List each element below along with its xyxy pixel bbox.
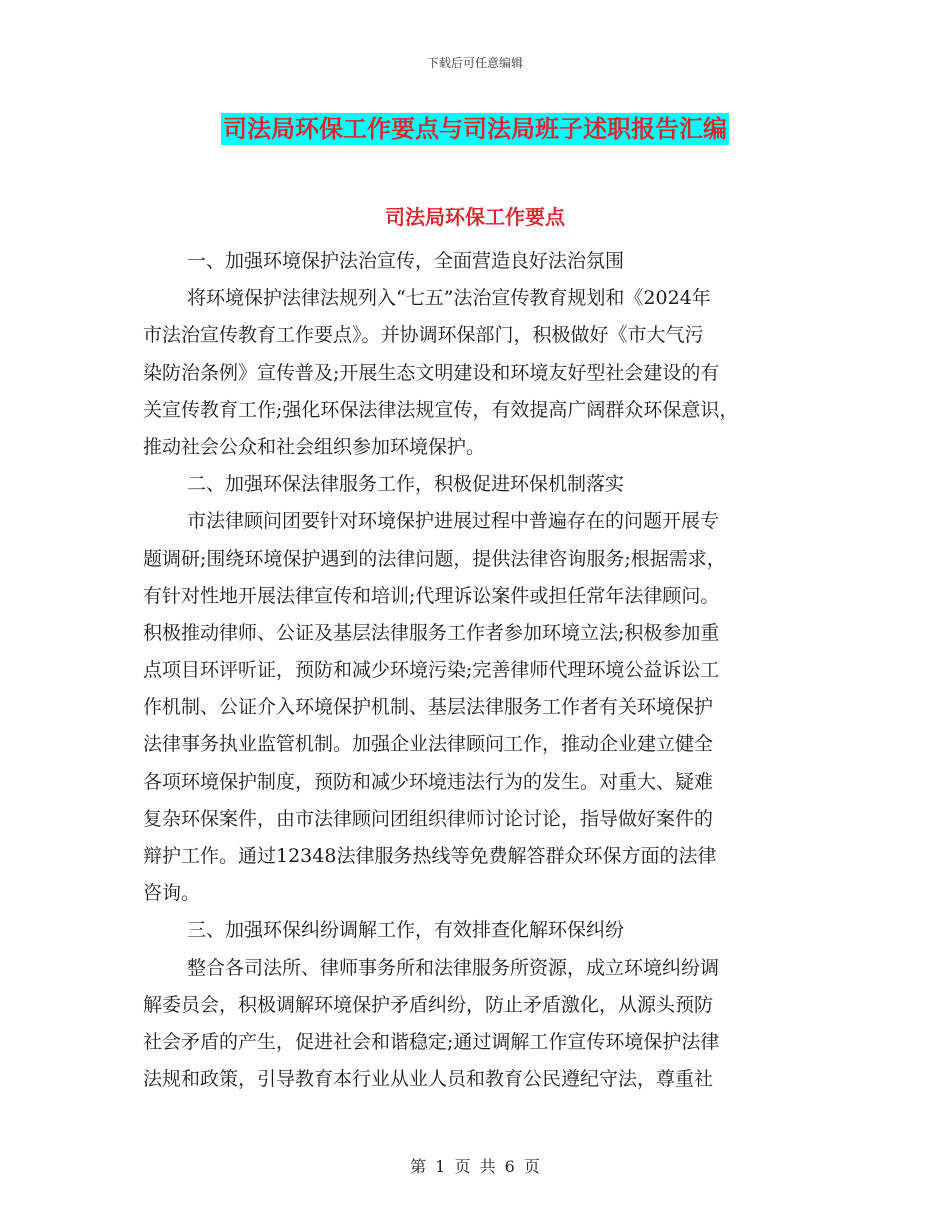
text-line: 关宣传教育工作;强化环保法律法规宣传，有效提高广阔群众环保意识， bbox=[143, 398, 739, 421]
section-title: 司法局环保工作要点 bbox=[385, 205, 565, 229]
text-line: 社会矛盾的产生，促进社会和谐稳定;通过调解工作宣传环境保护法律 bbox=[143, 1030, 720, 1053]
text-line: 法律事务执业监管机制。加强企业法律顾问工作，推动企业建立健全 bbox=[143, 733, 714, 756]
text-line: 解委员会，积极调解环境保护矛盾纠纷，防止矛盾激化，从源头预防 bbox=[143, 993, 714, 1016]
document-title-text: 司法局环保工作要点与司法局班子述职报告汇编 bbox=[223, 115, 727, 143]
text-line: 点项目环评听证，预防和减少环境污染;完善律师代理环境公益诉讼工 bbox=[143, 659, 720, 682]
text-line: 推动社会公众和社会组织参加环境保护。 bbox=[143, 435, 486, 458]
text-line: 二、加强环保法律服务工作，积极促进环保机制落实 bbox=[187, 473, 625, 496]
text-line: 积极推动律师、公证及基层法律服务工作者参加环境立法;积极参加重 bbox=[143, 621, 720, 644]
text-line: 将环境保护法律法规列入“七五”法治宣传教育规划和《2024年 bbox=[187, 287, 711, 310]
text-line: 一、加强环境保护法治宣传，全面营造良好法治氛围 bbox=[187, 250, 625, 272]
text-line: 复杂环保案件，由市法律顾问团组织律师讨论讨论，指导做好案件的 bbox=[143, 807, 714, 830]
text-line: 作机制、公证介入环境保护机制、基层法律服务工作者有关环境保护 bbox=[143, 696, 714, 719]
document-title bbox=[0, 113, 950, 145]
text-line: 辩护工作。通过12348法律服务热线等免费解答群众环保方面的法律 bbox=[143, 845, 717, 867]
page-footer: 第 1 页 共 6 页 bbox=[410, 1157, 540, 1176]
text-line: 市法治宣传教育工作要点》。并协调环保部门，积极做好《市大气污 bbox=[143, 324, 704, 347]
text-line: 法规和政策，引导教育本行业从业人员和教育公民遵纪守法，尊重社 bbox=[143, 1068, 714, 1091]
document-body bbox=[143, 243, 819, 1098]
text-line: 咨询。 bbox=[143, 882, 201, 905]
text-line: 各项环境保护制度，预防和减少环境违法行为的发生。对重大、疑难 bbox=[143, 770, 714, 793]
text-line: 三、加强环保纠纷调解工作，有效排查化解环保纠纷 bbox=[187, 919, 625, 942]
text-line: 市法律顾问团要针对环境保护进展过程中普遍存在的问题开展专 bbox=[187, 510, 720, 533]
text-line: 整合各司法所、律师事务所和法律服务所资源，成立环境纠纷调 bbox=[187, 956, 720, 979]
text-line: 染防治条例》宣传普及;开展生态文明建设和环境友好型社会建设的有 bbox=[143, 361, 720, 384]
text-line: 有针对性地开展法律宣传和培训;代理诉讼案件或担任常年法律顾问。 bbox=[143, 584, 720, 607]
text-line: 题调研;围绕环境保护遇到的法律问题，提供法律咨询服务;根据需求， bbox=[143, 547, 726, 570]
header-note: 下载后可任意编辑 bbox=[426, 56, 523, 70]
